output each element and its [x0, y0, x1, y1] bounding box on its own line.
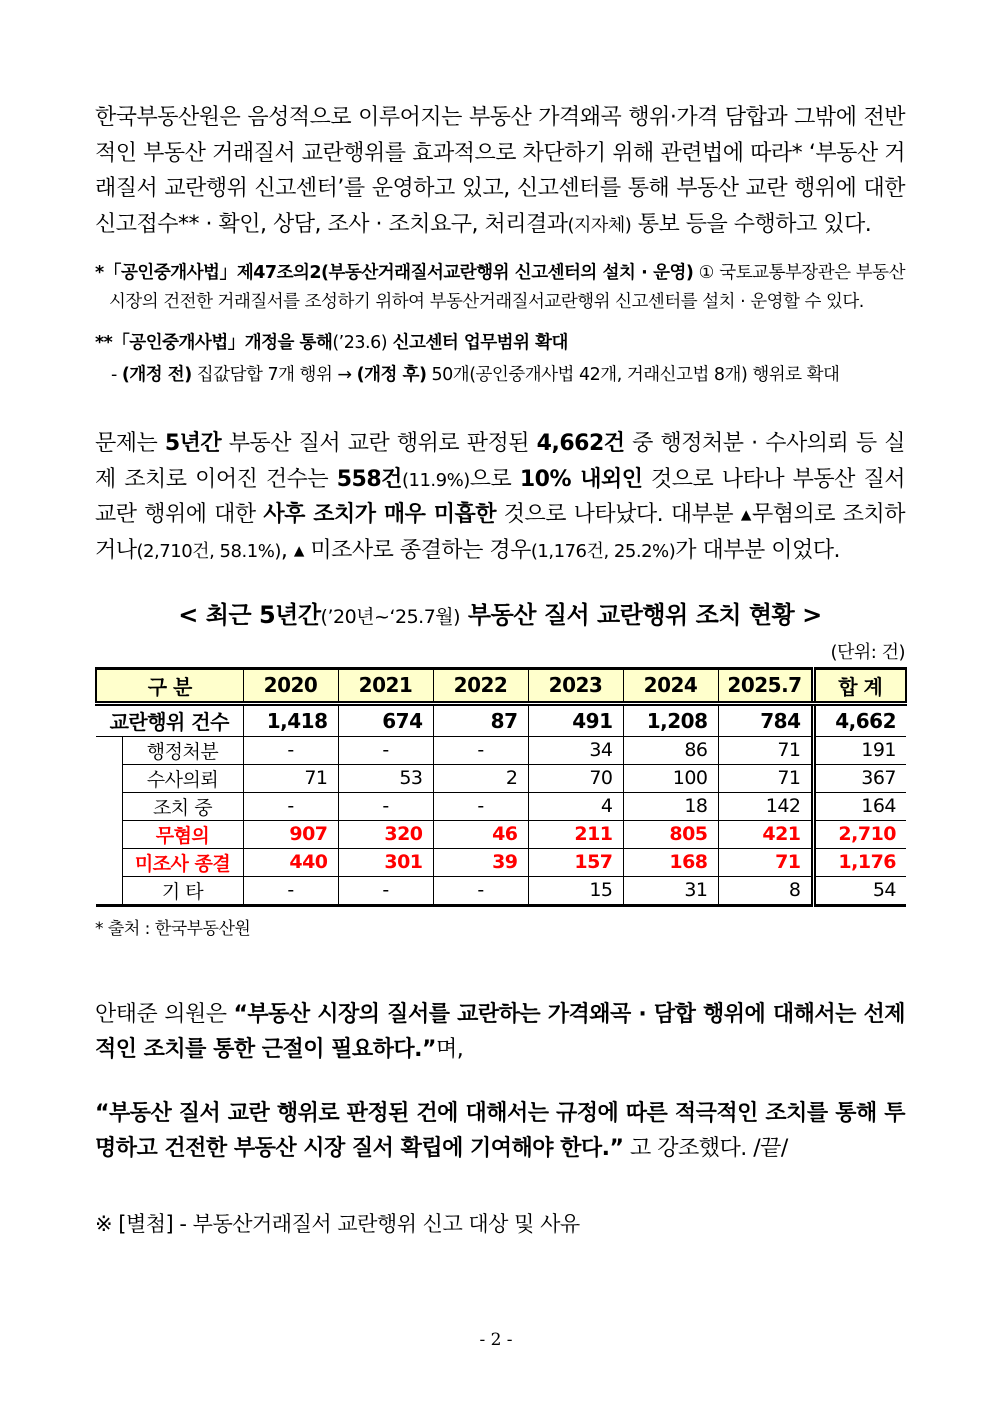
text-run: 10% 내외인	[519, 466, 643, 492]
table-cell: 440	[243, 848, 338, 876]
table-unit-label: (단위: 건)	[830, 641, 905, 663]
text-run: **「공인중개사법」개정을 통해	[95, 333, 333, 354]
row-indent-spacer	[96, 764, 122, 792]
table-cell: 491	[528, 703, 623, 736]
table-cell: 784	[718, 703, 813, 736]
text-run: 으로	[469, 466, 520, 492]
paragraph-quote-2	[95, 1096, 905, 1167]
text-run: 집값담합 7개 행위 →	[191, 364, 357, 385]
text-run: (개정 전)	[121, 364, 192, 385]
row-label: 수사의뢰	[122, 764, 243, 792]
table-row	[96, 792, 906, 820]
row-indent-spacer	[96, 820, 122, 848]
table-header-cell: 2021	[338, 668, 433, 703]
table-cell: -	[243, 792, 338, 820]
text-run: 것으로 나타나 부동산 질서 교란 행위에 대한	[95, 466, 905, 528]
text-run: *「공인중개사법」제47조의2(부동산거래질서교란행위 신고센터의 설치 · 운영)	[95, 262, 694, 283]
table-cell: 34	[528, 736, 623, 764]
table-cell: 1,208	[623, 703, 718, 736]
text-run: “부동산 시장의 질서를 교란하는 가격왜곡 · 담합 행위에 대해서는 선제적인 조치를 통한 근절이 필요하다.”	[95, 1001, 906, 1063]
table-header-cell: 2024	[623, 668, 718, 703]
text-run: ▲	[740, 507, 753, 524]
text-run: 무혐의로 조치하거나	[95, 502, 905, 563]
table-cell: 805	[623, 820, 718, 848]
row-indent-spacer	[96, 792, 122, 820]
table-cell: 53	[338, 764, 433, 792]
table-cell: 191	[813, 736, 906, 764]
footnote-law-reference	[95, 259, 905, 318]
text-run: (지자체)	[567, 214, 632, 236]
table-source: * 출처 : 한국부동산원	[95, 918, 251, 939]
text-run: 안태준 의원은	[95, 1001, 234, 1027]
text-run: -	[111, 364, 122, 385]
footnote-amendment-detail	[95, 361, 905, 390]
text-run: (1,176건, 25.2%)	[530, 540, 676, 562]
text-run: ,	[280, 537, 294, 563]
paragraph-issue	[95, 426, 905, 569]
row-indent-spacer	[96, 736, 122, 764]
table-cell: 2	[433, 764, 528, 792]
table-cell: 4,662	[813, 703, 906, 736]
table-header-cell: 합 계	[813, 668, 906, 703]
text-run: 5년간	[164, 431, 222, 457]
table-cell: 87	[433, 703, 528, 736]
table-cell: 71	[718, 764, 813, 792]
text-run: 미조사로 종결하는 경우	[303, 537, 531, 563]
table-row	[96, 820, 906, 848]
table-header-cell: 2020	[243, 668, 338, 703]
row-label: 행정처분	[122, 736, 243, 764]
table-cell: 1,176	[813, 848, 906, 876]
table-cell: 1,418	[243, 703, 338, 736]
table-cell: 168	[623, 848, 718, 876]
text-run: (개정 후)	[356, 364, 427, 385]
text-run: 부동산 질서 교란 행위로 판정된	[221, 431, 537, 457]
table-cell: -	[433, 792, 528, 820]
table-row	[96, 736, 906, 764]
row-label: 미조사 종결	[122, 848, 243, 876]
text-run: 문제는	[95, 431, 165, 457]
table-cell: 86	[623, 736, 718, 764]
text-run: 것으로 나타났다. 대부분	[496, 502, 741, 528]
text-run: “부동산 질서 교란 행위로 판정된 건에 대해서는 규정에 따른 적극적인 조치를 통해 투명하고 건전한 부동산 시장 질서 확립에 기여해야 한다.”	[95, 1100, 905, 1162]
table-cell: 46	[433, 820, 528, 848]
table-cell: 907	[243, 820, 338, 848]
table-cell: -	[433, 736, 528, 764]
table-cell: 421	[718, 820, 813, 848]
text-run: (2,710건, 58.1%)	[136, 540, 281, 562]
page-number: - 2 -	[479, 1330, 513, 1350]
attachment-note	[95, 1207, 905, 1241]
text-run: ① 국토교통부장관은 부동산 시장의 건전한 거래질서를 조성하기 위하여 부동산거래질서교란행위 신고센터를 설치 · 운영할 수 있다.	[109, 262, 905, 312]
text-run: 50개(공인중개사법 42개, 거래신고법 8개) 행위로 확대	[426, 364, 840, 385]
paragraph-quote-1	[95, 997, 905, 1068]
table-header-row	[96, 668, 906, 703]
table-cell: 164	[813, 792, 906, 820]
table-title	[95, 595, 905, 630]
text-run: (’20년~‘25.7월)	[320, 605, 461, 628]
table-cell: 71	[718, 848, 813, 876]
text-run: 558건	[336, 466, 402, 492]
table-row	[96, 764, 906, 792]
row-label: 무혐의	[122, 820, 243, 848]
text-run: < 최근 5년간	[178, 600, 321, 629]
table-cell: 4	[528, 792, 623, 820]
row-label: 조치 중	[122, 792, 243, 820]
table-row	[96, 876, 906, 905]
table-cell: 71	[243, 764, 338, 792]
table-cell: -	[243, 876, 338, 905]
text-run: 한국부동산원은 음성적으로 이루어지는 부동산 가격왜곡 행위·가격 담합과 그밖에 전반적인 부동산 거래질서 교란행위를 효과적으로 차단하기 위해 관련법에 따라* ‘부동산 거래질서 교란행위 신고센터’를 운영하고 있고, 신고센터를 통해 부동산 교란 행위에 대한 신고접수** · 확인, 상담, 조사 · 조치요구, 처리결과	[95, 105, 905, 237]
table-cell: 8	[718, 876, 813, 905]
table-cell: 211	[528, 820, 623, 848]
table-header-cell: 구 분	[96, 668, 243, 703]
text-run: 4,662건	[536, 431, 625, 457]
text-run: 며,	[435, 1037, 464, 1063]
table-cell: 157	[528, 848, 623, 876]
table-header-cell: 2023	[528, 668, 623, 703]
row-label: 교란행위 건수	[96, 703, 243, 736]
table-cell: 320	[338, 820, 433, 848]
table-cell: -	[338, 736, 433, 764]
footnote-amendment	[95, 329, 905, 358]
table-cell: 71	[718, 736, 813, 764]
row-label: 기 타	[122, 876, 243, 905]
text-run: (11.9%)	[401, 469, 470, 491]
table-cell: 100	[623, 764, 718, 792]
row-indent-spacer	[96, 876, 122, 905]
table-row	[96, 703, 906, 736]
row-indent-spacer	[96, 848, 122, 876]
table-cell: 2,710	[813, 820, 906, 848]
table-cell: 39	[433, 848, 528, 876]
text-run: 부동산 질서 교란행위 조치 현황 >	[460, 600, 822, 629]
text-run: 중 행정처분 · 수사의뢰 등 실제 조치로 이어진 건수는	[95, 431, 905, 492]
table-cell: 142	[718, 792, 813, 820]
text-run: 신고센터 업무범위 확대	[387, 333, 568, 354]
table-header-cell: 2025.7	[718, 668, 813, 703]
paragraph-intro	[95, 100, 905, 243]
table-cell: 54	[813, 876, 906, 905]
text-run: 고 강조했다. /끝/	[623, 1136, 788, 1162]
text-run: ▲	[293, 542, 304, 559]
text-run: 사후 조치가 매우 미흡한	[263, 502, 496, 528]
table-cell: 70	[528, 764, 623, 792]
table-cell: 15	[528, 876, 623, 905]
footnotes-block	[95, 259, 905, 391]
table-cell: 674	[338, 703, 433, 736]
table-header-cell: 2022	[433, 668, 528, 703]
table-cell: -	[243, 736, 338, 764]
text-run: 가 대부분 이었다.	[675, 537, 840, 563]
table-cell: 301	[338, 848, 433, 876]
text-run: 통보 등을 수행하고 있다.	[631, 211, 872, 237]
table-cell: 367	[813, 764, 906, 792]
table-cell: 18	[623, 792, 718, 820]
text-run: (’23.6)	[332, 333, 388, 354]
table-row	[96, 848, 906, 876]
table-cell: -	[338, 792, 433, 820]
status-table	[95, 667, 907, 907]
table-cell: -	[338, 876, 433, 905]
text-run: ※ [별첨] - 부동산거래질서 교란행위 신고 대상 및 사유	[95, 1212, 580, 1237]
table-cell: 31	[623, 876, 718, 905]
table-cell: -	[433, 876, 528, 905]
